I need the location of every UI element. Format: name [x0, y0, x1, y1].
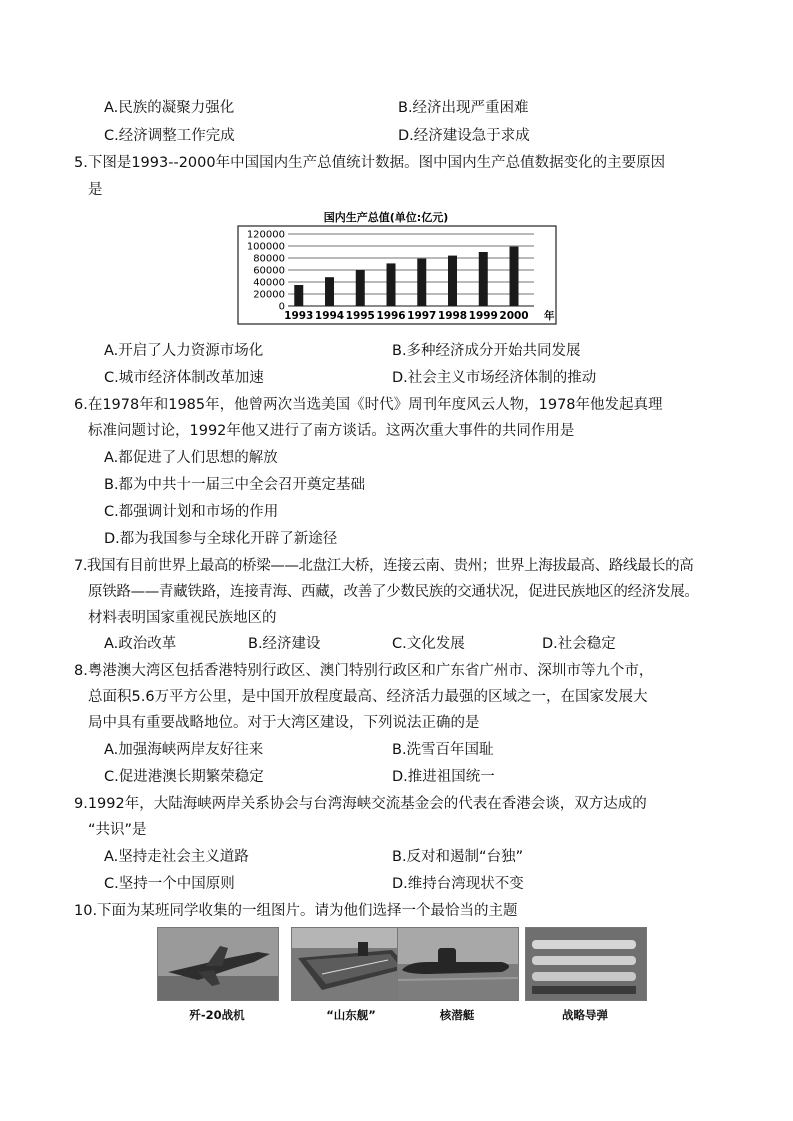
- q9-option-c: C.坚持一个中国原则: [104, 876, 235, 892]
- bar-1996: [387, 263, 396, 306]
- q7-option-a: A.政治改革: [104, 636, 177, 652]
- q6-option-d: D.都为我国参与全球化开辟了新途径: [104, 531, 338, 547]
- q5-option-c: C.城市经济体制改革加速: [104, 370, 264, 386]
- x-tick-label: 1994: [314, 310, 345, 322]
- q8-option-c: C.促进港澳长期繁荣稳定: [104, 769, 264, 785]
- y-tick-label: 40000: [253, 277, 285, 289]
- q7-stem-line2: 原铁路——青藏铁路，连接青海、西藏，改善了少数民族的交通状况，促进民族地区的经济发展。: [88, 584, 699, 600]
- bar-1993: [294, 285, 303, 306]
- q7-option-c: C.文化发展: [392, 636, 465, 652]
- photo-strategic-missiles: [525, 927, 647, 1001]
- x-tick-label: 1997: [407, 310, 437, 322]
- photo-caption-shandong: “山东舰”: [326, 1008, 376, 1022]
- q8-stem-line2: 总面积5.6万平方公里，是中国开放程度最高、经济活力最强的区域之一，在国家发展大: [88, 689, 648, 705]
- q6-option-b: B.都为中共十一届三中全会召开奠定基础: [104, 477, 366, 493]
- carrier-illustration: [292, 928, 412, 1000]
- q4-option-c: C.经济调整工作完成: [104, 128, 235, 144]
- y-tick-label: 100000: [246, 241, 285, 253]
- bar-1998: [448, 256, 457, 306]
- q5-option-a: A.开启了人力资源市场化: [104, 343, 264, 359]
- y-tick-label: 20000: [253, 289, 285, 301]
- x-axis-suffix: 年: [544, 310, 555, 322]
- chart-title: 国内生产总值(单位:亿元): [323, 211, 449, 224]
- submarine-illustration: [398, 928, 518, 1000]
- photo-nuclear-submarine: [397, 927, 519, 1001]
- q6-option-c: C.都强调计划和市场的作用: [104, 504, 279, 520]
- photo-group: [155, 927, 645, 1027]
- y-tick-label: 120000: [246, 229, 285, 241]
- bar-1994: [325, 277, 334, 306]
- x-tick-label: 1996: [376, 310, 406, 322]
- y-tick-label: 60000: [253, 265, 285, 277]
- x-tick-label: 1995: [345, 310, 375, 322]
- q7-stem-line3: 材料表明国家重视民族地区的: [88, 610, 277, 626]
- q9-option-b: B.反对和遏制“台独”: [392, 849, 524, 865]
- missile-illustration: [526, 928, 646, 1000]
- gdp-chart-svg: [236, 206, 558, 326]
- q6-stem-line1: 6.在1978年和1985年，他曾两次当选美国《时代》周刊年度风云人物，1978年他发起真理: [74, 397, 663, 413]
- q5-option-b: B.多种经济成分开始共同发展: [392, 343, 581, 359]
- q4-option-a: A.民族的凝聚力强化: [104, 100, 235, 116]
- x-tick-label: 2000: [499, 310, 529, 322]
- y-tick-label: 0: [278, 301, 285, 313]
- x-tick-label: 1993: [284, 310, 314, 322]
- jet-illustration: [158, 928, 278, 1000]
- q5-stem-line2: 是: [88, 182, 103, 198]
- q8-option-a: A.加强海峡两岸友好往来: [104, 742, 264, 758]
- bar-2000: [510, 247, 519, 306]
- q9-stem-line2: “共识”是: [88, 822, 147, 838]
- x-tick-label: 1999: [468, 310, 498, 322]
- q5-stem-line1: 5.下图是1993--2000年中国国内生产总值统计数据。图中国内生产总值数据变化的主要原因: [74, 155, 666, 171]
- photo-caption-submarine: 核潜艇: [439, 1008, 475, 1022]
- q9-stem-line1: 9.1992年，大陆海峡两岸关系协会与台湾海峡交流基金会的代表在香港会谈，双方达成的: [74, 796, 647, 812]
- q5-option-d: D.社会主义市场经济体制的推动: [392, 370, 597, 386]
- q9-option-a: A.坚持走社会主义道路: [104, 849, 249, 865]
- bar-1995: [356, 270, 365, 306]
- q10-stem-line1: 10.下面为某班同学收集的一组图片。请为他们选择一个最恰当的主题: [74, 903, 518, 919]
- bar-1997: [417, 259, 426, 306]
- photo-j20-fighter: [157, 927, 279, 1001]
- photo-caption-j20: 歼-20战机: [189, 1008, 245, 1022]
- q7-option-d: D.社会稳定: [542, 636, 616, 652]
- q8-option-b: B.洗雪百年国耻: [392, 742, 494, 758]
- q8-stem-line1: 8.粤港澳大湾区包括香港特别行政区、澳门特别行政区和广东省广州市、深圳市等九个市，: [74, 663, 654, 679]
- y-tick-label: 80000: [253, 253, 285, 265]
- bar-1999: [479, 252, 488, 306]
- q7-option-b: B.经济建设: [248, 636, 321, 652]
- gdp-bar-chart: [236, 206, 558, 326]
- q6-option-a: A.都促进了人们思想的解放: [104, 450, 278, 466]
- q8-option-d: D.推进祖国统一: [392, 769, 495, 785]
- photo-caption-missiles: 战略导弹: [562, 1008, 608, 1022]
- q6-stem-line2: 标准问题讨论，1992年他又进行了南方谈话。这两次重大事件的共同作用是: [88, 423, 575, 439]
- q8-stem-line3: 局中具有重要战略地位。对于大湾区建设，下列说法正确的是: [88, 715, 480, 731]
- q9-option-d: D.维持台湾现状不变: [392, 876, 524, 892]
- x-tick-label: 1998: [437, 310, 468, 322]
- photo-shandong-carrier: [291, 927, 413, 1001]
- q4-option-d: D.经济建设急于求成: [398, 128, 530, 144]
- q7-stem-line1: 7.我国有目前世界上最高的桥梁——北盘江大桥，连接云南、贵州；世界上海拔最高、路线最长的高: [74, 558, 694, 574]
- q4-option-b: B.经济出现严重困难: [398, 100, 529, 116]
